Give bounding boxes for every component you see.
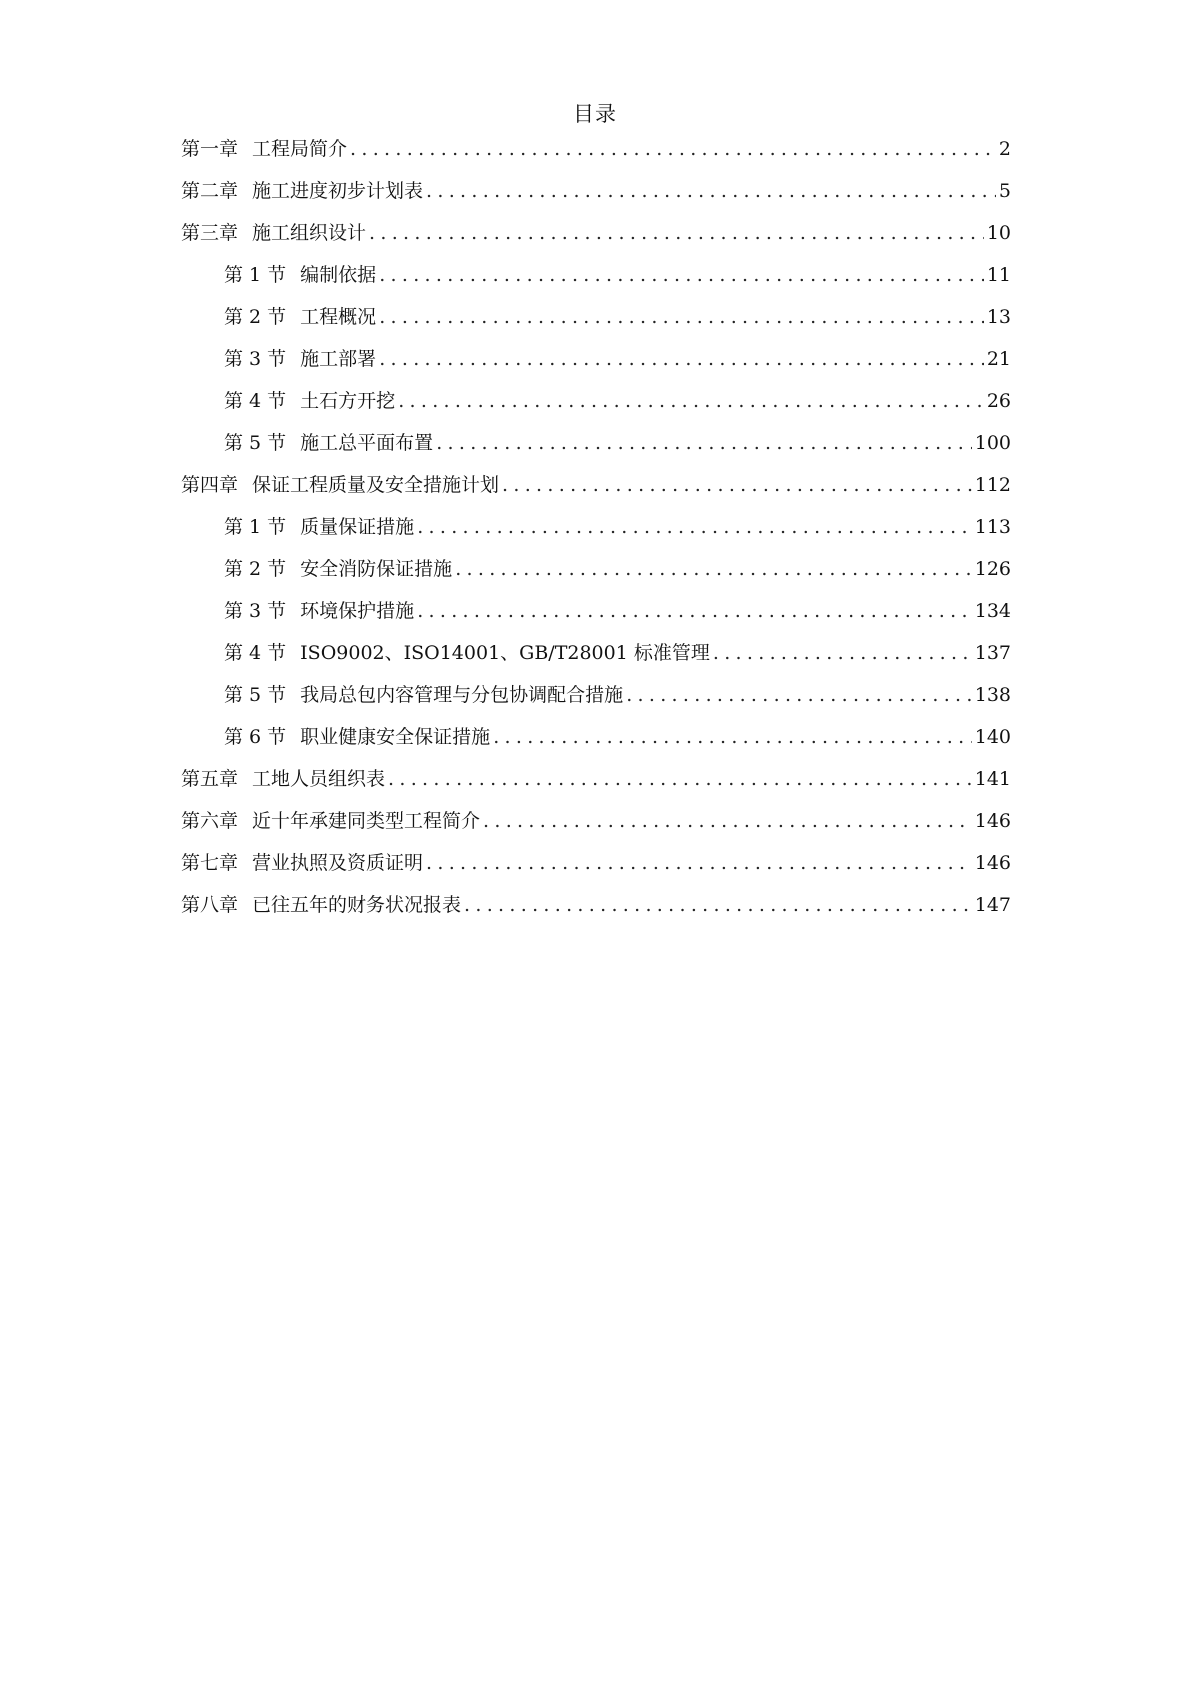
toc-dot-leader — [398, 380, 984, 422]
toc-dot-leader — [483, 800, 972, 842]
toc-entry-page-number: 13 — [986, 306, 1011, 328]
toc-dot-leader — [379, 338, 984, 380]
toc-entry-number: 第 4 节 — [224, 390, 287, 412]
toc-entry-number: 第一章 — [181, 138, 239, 160]
toc-entry-label: 我局总包内容管理与分包协调配合措施 — [300, 684, 624, 706]
toc-entry-label: 工程概况 — [300, 306, 377, 328]
toc-entry-number: 第三章 — [181, 222, 239, 244]
toc-entry-page-number: 126 — [974, 558, 1011, 580]
toc-entry-page-number: 100 — [974, 432, 1011, 454]
toc-entry-number: 第 3 节 — [224, 348, 287, 370]
toc-section-entry[interactable] — [181, 716, 1011, 758]
toc-entry-label: 工程局简介 — [252, 138, 348, 160]
toc-entry-label: 近十年承建同类型工程简介 — [252, 810, 481, 832]
toc-entry-label: 工地人员组织表 — [252, 768, 386, 790]
toc-dot-leader — [388, 758, 972, 800]
toc-entry-label: ISO9002、ISO14001、GB/T28001 标准管理 — [300, 642, 710, 664]
toc-dot-leader — [713, 632, 972, 674]
toc-entry-number: 第二章 — [181, 180, 239, 202]
toc-dot-leader — [379, 296, 984, 338]
toc-dot-leader — [350, 128, 996, 170]
toc-entry-page-number: 147 — [974, 894, 1011, 916]
toc-dot-leader — [502, 464, 972, 506]
toc-entry-page-number: 137 — [974, 642, 1011, 664]
toc-dot-leader — [426, 170, 996, 212]
toc-chapter-entry[interactable] — [181, 170, 1011, 212]
toc-entry-page-number: 113 — [974, 516, 1011, 538]
toc-dot-leader — [379, 254, 984, 296]
toc-entry-page-number: 138 — [974, 684, 1011, 706]
toc-section-entry[interactable] — [181, 590, 1011, 632]
toc-entry-page-number: 134 — [974, 600, 1011, 622]
toc-entry-page-number: 112 — [974, 474, 1011, 496]
toc-entry-label: 安全消防保证措施 — [300, 558, 453, 580]
toc-entry-number: 第 5 节 — [224, 684, 287, 706]
toc-entry-number: 第 2 节 — [224, 306, 287, 328]
toc-entry-label: 施工组织设计 — [252, 222, 367, 244]
toc-entry-number: 第 4 节 — [224, 642, 287, 664]
toc-section-entry[interactable] — [181, 632, 1011, 674]
toc-dot-leader — [464, 884, 972, 926]
toc-chapter-entry[interactable] — [181, 800, 1011, 842]
toc-section-entry[interactable] — [181, 338, 1011, 380]
toc-section-entry[interactable] — [181, 380, 1011, 422]
toc-dot-leader — [417, 590, 972, 632]
toc-entry-label: 营业执照及资质证明 — [252, 852, 424, 874]
toc-entry-label: 质量保证措施 — [300, 516, 415, 538]
toc-entry-label: 施工进度初步计划表 — [252, 180, 424, 202]
toc-dot-leader — [455, 548, 972, 590]
toc-dot-leader — [626, 674, 972, 716]
toc-entry-page-number: 10 — [986, 222, 1011, 244]
toc-entry-label: 职业健康安全保证措施 — [300, 726, 491, 748]
table-of-contents — [181, 128, 1011, 926]
toc-entry-page-number: 21 — [986, 348, 1011, 370]
toc-chapter-entry[interactable] — [181, 212, 1011, 254]
toc-section-entry[interactable] — [181, 548, 1011, 590]
toc-entry-label: 环境保护措施 — [300, 600, 415, 622]
toc-entry-number: 第 6 节 — [224, 726, 287, 748]
toc-chapter-entry[interactable] — [181, 884, 1011, 926]
toc-chapter-entry[interactable] — [181, 464, 1011, 506]
toc-section-entry[interactable] — [181, 506, 1011, 548]
toc-section-entry[interactable] — [181, 674, 1011, 716]
toc-section-entry[interactable] — [181, 422, 1011, 464]
toc-entry-page-number: 5 — [998, 180, 1011, 202]
toc-title: 目录 — [573, 102, 617, 126]
toc-entry-number: 第 5 节 — [224, 432, 287, 454]
toc-entry-label: 已往五年的财务状况报表 — [252, 894, 462, 916]
toc-entry-number: 第五章 — [181, 768, 239, 790]
toc-entry-label: 施工总平面布置 — [300, 432, 434, 454]
toc-section-entry[interactable] — [181, 296, 1011, 338]
toc-entry-page-number: 140 — [974, 726, 1011, 748]
toc-entry-page-number: 146 — [974, 810, 1011, 832]
toc-chapter-entry[interactable] — [181, 842, 1011, 884]
toc-dot-leader — [436, 422, 972, 464]
toc-entry-number: 第 3 节 — [224, 600, 287, 622]
toc-dot-leader — [426, 842, 972, 884]
toc-entry-page-number: 2 — [998, 138, 1011, 160]
toc-entry-number: 第八章 — [181, 894, 239, 916]
toc-entry-page-number: 146 — [974, 852, 1011, 874]
toc-section-entry[interactable] — [181, 254, 1011, 296]
toc-entry-label: 保证工程质量及安全措施计划 — [252, 474, 500, 496]
toc-entry-number: 第 2 节 — [224, 558, 287, 580]
toc-entry-page-number: 11 — [986, 264, 1011, 286]
toc-entry-label: 土石方开挖 — [300, 390, 396, 412]
toc-entry-number: 第 1 节 — [224, 264, 287, 286]
toc-entry-number: 第 1 节 — [224, 516, 287, 538]
toc-entry-label: 施工部署 — [300, 348, 377, 370]
toc-dot-leader — [493, 716, 972, 758]
toc-entry-label: 编制依据 — [300, 264, 377, 286]
toc-entry-number: 第六章 — [181, 810, 239, 832]
toc-entry-number: 第四章 — [181, 474, 239, 496]
toc-dot-leader — [369, 212, 984, 254]
toc-chapter-entry[interactable] — [181, 128, 1011, 170]
toc-dot-leader — [417, 506, 972, 548]
toc-entry-page-number: 26 — [986, 390, 1011, 412]
toc-chapter-entry[interactable] — [181, 758, 1011, 800]
toc-entry-number: 第七章 — [181, 852, 239, 874]
toc-entry-page-number: 141 — [974, 768, 1011, 790]
